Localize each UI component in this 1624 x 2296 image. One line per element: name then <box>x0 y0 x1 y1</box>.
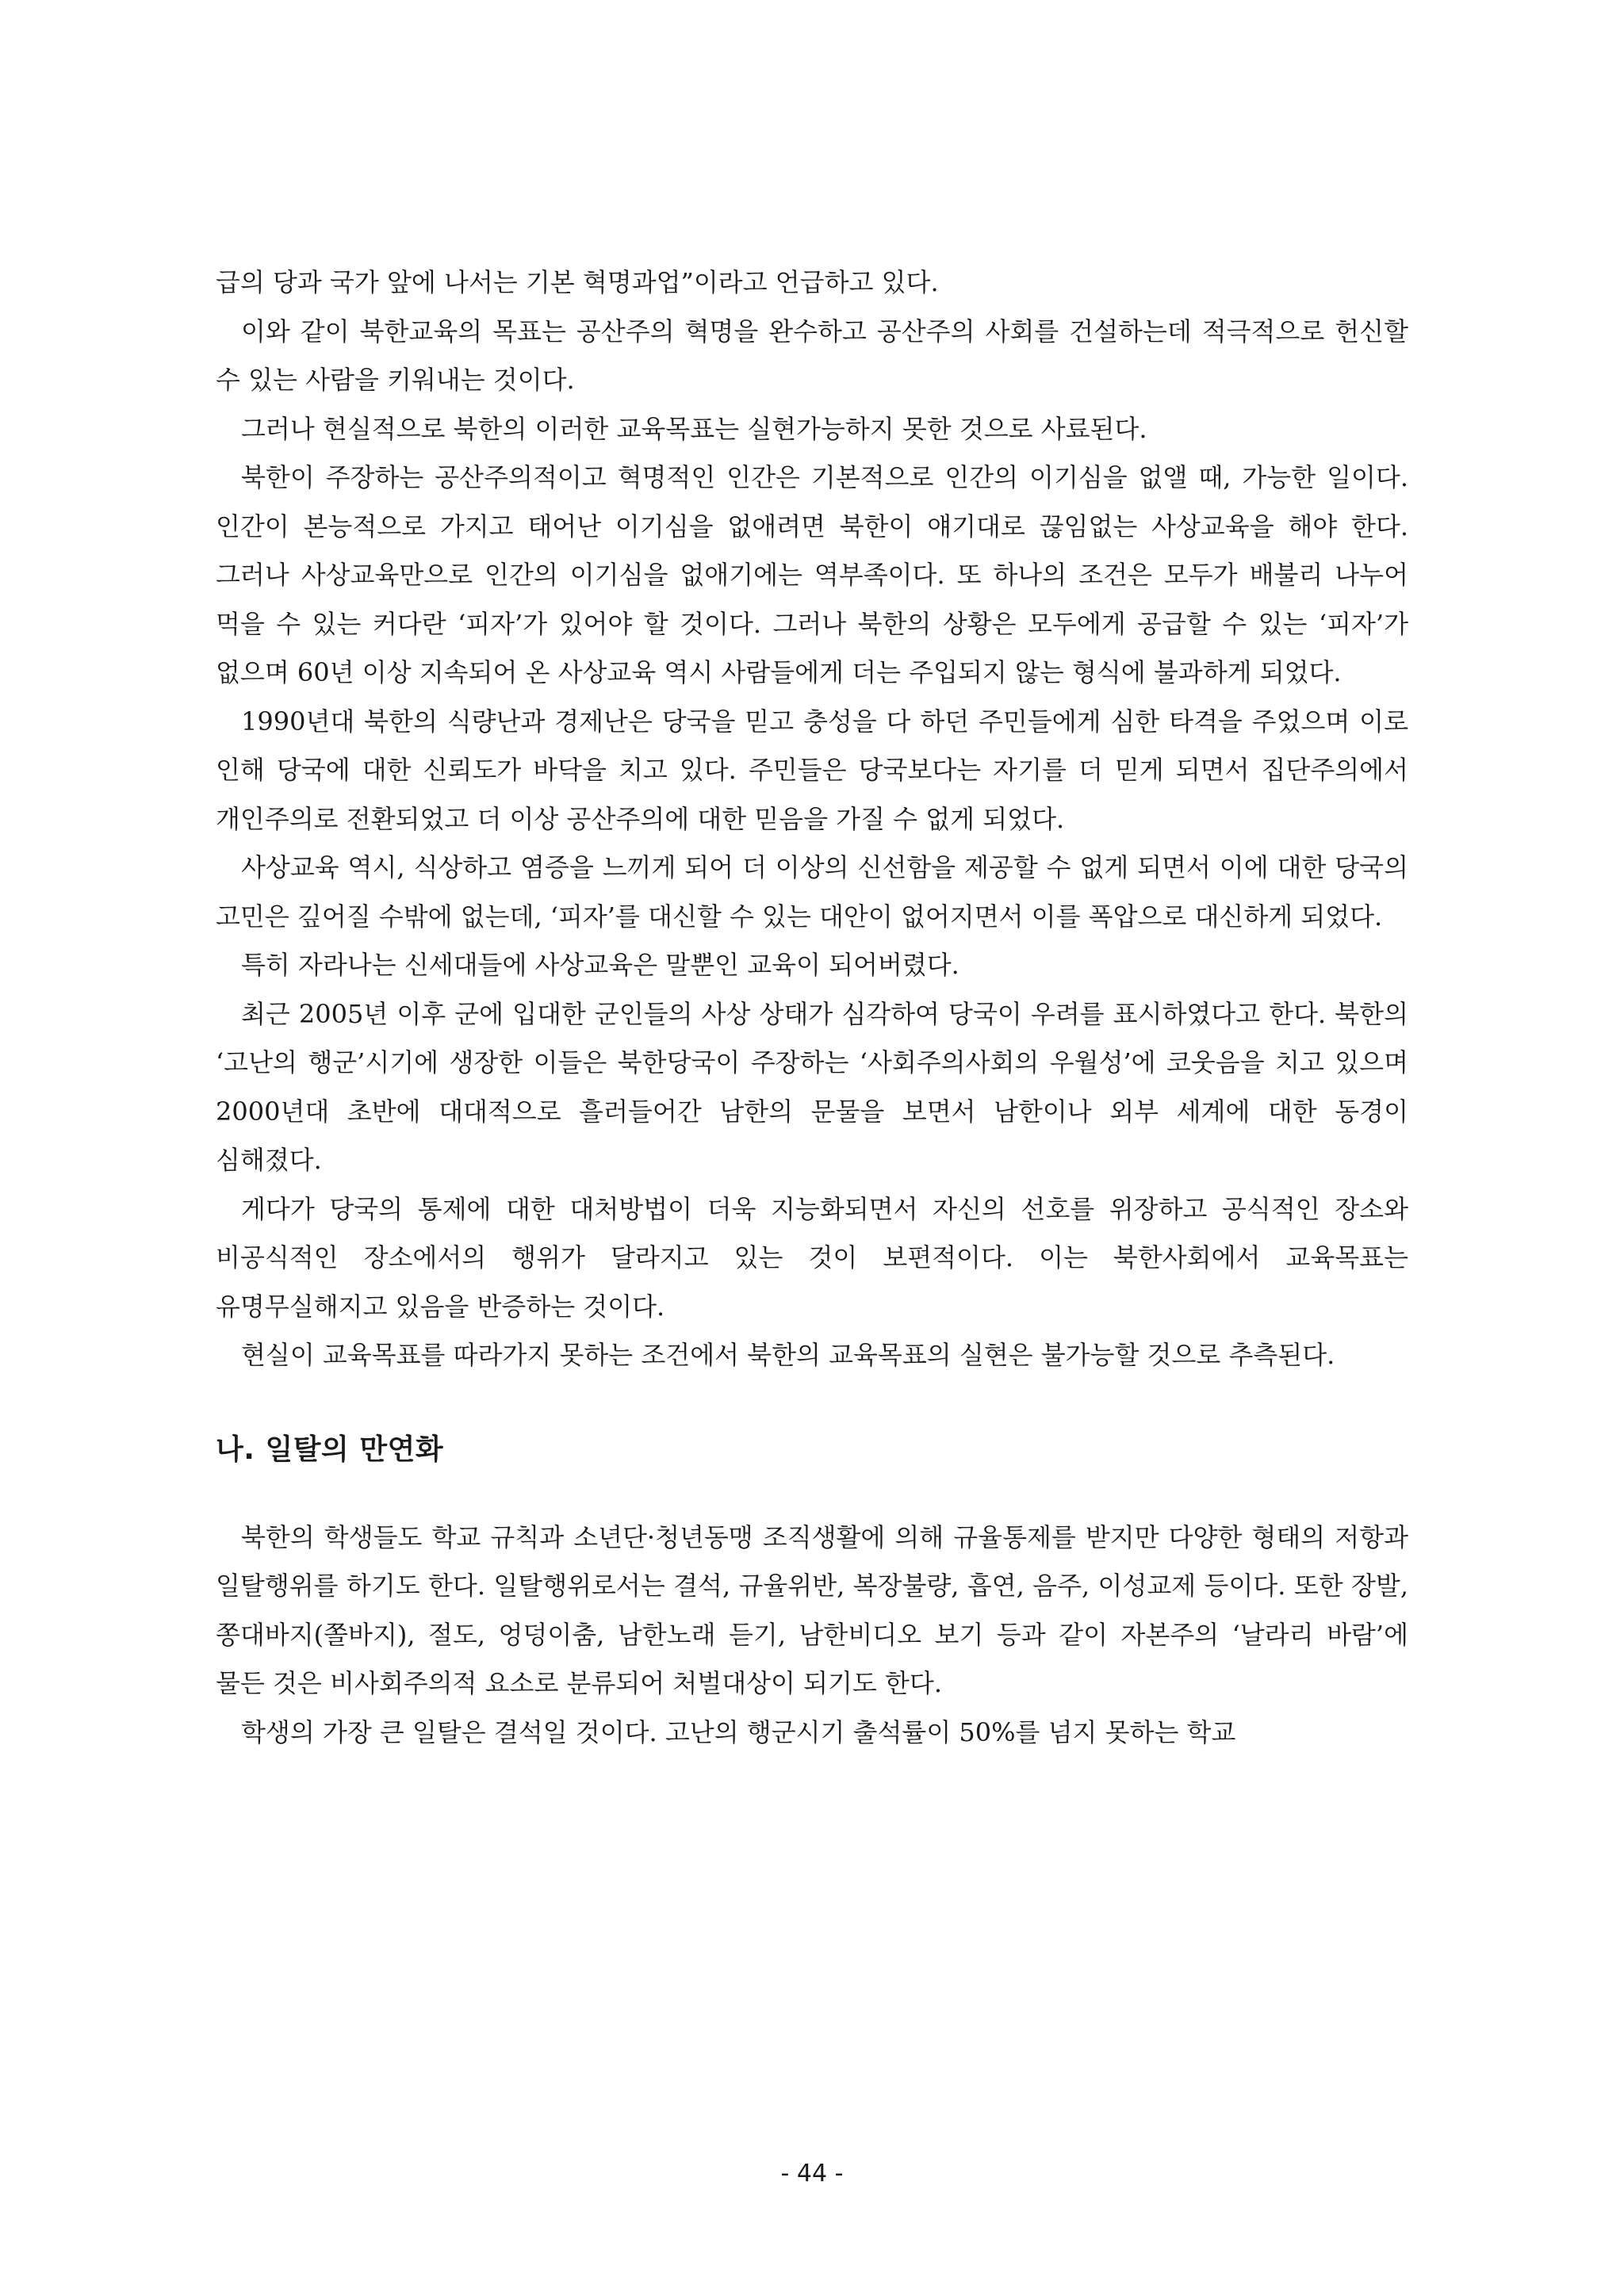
section-heading: 나. 일탈의 만연화 <box>216 1433 444 1466</box>
body-paragraph: 특히 자라나는 신세대들에 사상교육은 말뿐인 교육이 되어버렸다. <box>241 950 959 980</box>
body-paragraph: 현실이 교육목표를 따라가지 못하는 조건에서 북한의 교육목표의 실현은 불가능할 것으로 추측된다. <box>241 1340 1335 1370</box>
body-paragraph: 사상교육 역시, 식상하고 염증을 느끼게 되어 더 이상의 신선함을 제공할 수 없게 되면서 이에 대한 당국의 고민은 깊어질 수밖에 없는데, ‘피자’를 대신할 수 있는 대안이 없어지면서 이를 폭압으로 대신하게 되었다. <box>216 852 1408 932</box>
body-paragraph: 북한의 학생들도 학교 규칙과 소년단·청년동맹 조직생활에 의해 규율통제를 받지만 다양한 형태의 저항과 일탈행위를 하기도 한다. 일탈행위로서는 결석, 규율위반, 복장불량, 흡연, 음주, 이성교제 등이다. 또한 장발, 쫑대바지(쫄바지), 절도, 엉덩이춤, 남한노래 듣기, 남한비디오 보기 등과 같이 자본주의 ‘날라리 바람’에 물든 것은 비사회주의적 요소로 분류되어 처벌대상이 되기도 한다. <box>216 1521 1409 1698</box>
page-number: - 44 - <box>780 2160 844 2187</box>
body-paragraph: 급의 당과 국가 앞에 나서는 기본 혁명과업”이라고 언급하고 있다. <box>216 267 939 297</box>
page-body <box>216 258 1408 1757</box>
body-paragraph: 그러나 현실적으로 북한의 이러한 교육목표는 실현가능하지 못한 것으로 사료된다. <box>241 413 1147 444</box>
body-paragraph: 게다가 당국의 통제에 대한 대처방법이 더욱 지능화되면서 자신의 선호를 위장하고 공식적인 장소와 비공식적인 장소에서의 행위가 달라지고 있는 것이 보편적이다. 이는 북한사회에서 교육목표는 유명무실해지고 있음을 반증하는 것이다. <box>216 1193 1408 1322</box>
body-paragraph: 학생의 가장 큰 일탈은 결석일 것이다. 고난의 행군시기 출석률이 50%를 넘지 못하는 학교 <box>241 1716 1236 1747</box>
body-paragraph: 북한이 주장하는 공산주의적이고 혁명적인 인간은 기본적으로 인간의 이기심을 없앨 때, 가능한 일이다. 인간이 본능적으로 가지고 태어난 이기심을 없애려면 북한이 얘기대로 끊임없는 사상교육을 해야 한다. 그러나 사상교육만으로 인간의 이기심을 없애기에는 역부족이다. 또 하나의 조건은 모두가 배불리 나누어 먹을 수 있는 커다란 ‘피자’가 있어야 할 것이다. 그러나 북한의 상황은 모두에게 공급할 수 있는 ‘피자’가 없으며 60년 이상 지속되어 온 사상교육 역시 사람들에게 더는 주입되지 않는 형식에 불과하게 되었다. <box>216 462 1408 687</box>
body-paragraph: 1990년대 북한의 식량난과 경제난은 당국을 믿고 충성을 다 하던 주민들에게 심한 타격을 주었으며 이로 인해 당국에 대한 신뢰도가 바닥을 치고 있다. 주민들은 당국보다는 자기를 더 믿게 되면서 집단주의에서 개인주의로 전환되었고 더 이상 공산주의에 대한 믿음을 가질 수 없게 되었다. <box>216 706 1408 834</box>
body-paragraph: 최근 2005년 이후 군에 입대한 군인들의 사상 상태가 심각하여 당국이 우려를 표시하였다고 한다. 북한의 ‘고난의 행군’시기에 생장한 이들은 북한당국이 주장하는 ‘사회주의사회의 우월성’에 코웃음을 치고 있으며 2000년대 초반에 대대적으로 흘러들어간 남한의 문물을 보면서 남한이나 외부 세계에 대한 동경이 심해졌다. <box>216 998 1409 1175</box>
body-paragraph: 이와 같이 북한교육의 목표는 공산주의 혁명을 완수하고 공산주의 사회를 건설하는데 적극적으로 헌신할 수 있는 사람을 키워내는 것이다. <box>216 316 1408 395</box>
